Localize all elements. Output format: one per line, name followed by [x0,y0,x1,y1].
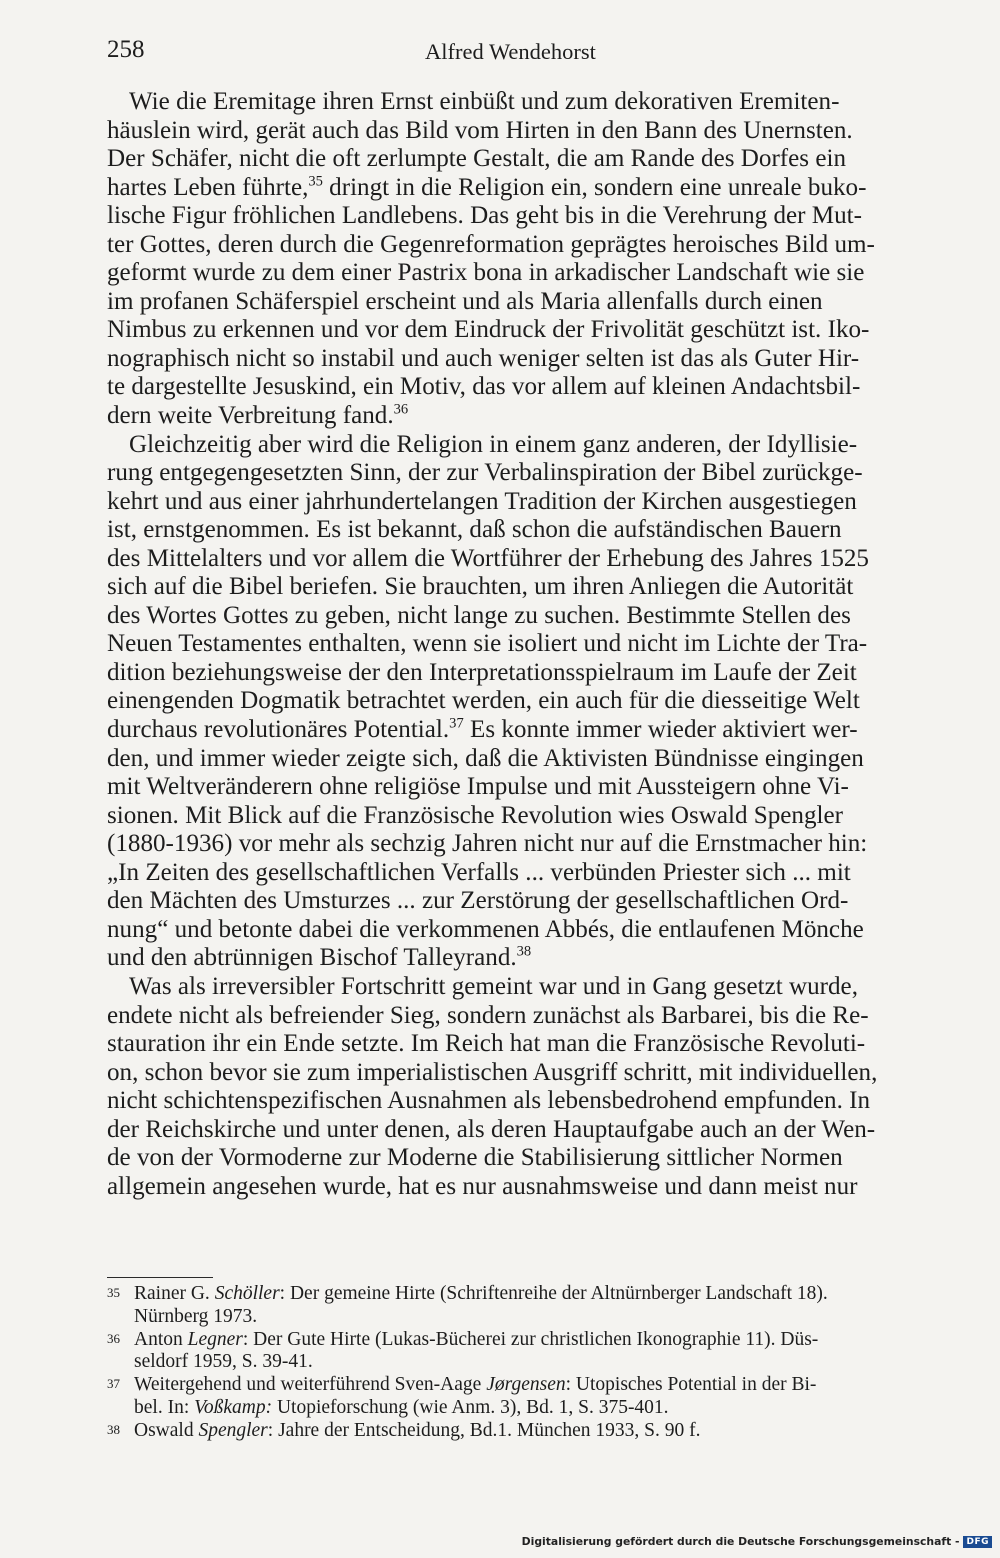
text-line: kehrt und aus einer jahrhundertelangen Tradition der Kirchen ausgestiegen [107,487,857,515]
text-line: sionen. Mit Blick auf die Französische Revolution wies Oswald Spengler [107,801,843,829]
text-run: und den abtrünnigen Bischof Talleyrand. [107,944,517,972]
text-line: on, schon bevor sie zum imperialistischen Ausgriff schritt, mit individuellen, [107,1058,878,1086]
text-line: des Wortes Gottes zu geben, nicht lange zu suchen. Bestimmte Stellen des [107,601,851,629]
footnote-reference: 37 [449,715,464,732]
text-line: Neuen Testamentes enthalten, wenn sie isoliert und nicht im Lichte der Tra- [107,630,868,658]
text-line: de von der Vormoderne zur Moderne die Stabilisierung sittlicher Normen [107,1144,843,1172]
text-line: allgemein angesehen wurde, hat es nur ausnahmsweise und dann meist nur [107,1172,858,1200]
text-line: geformt wurde zu dem einer Pastrix bona in arkadischer Landschaft wie sie [107,259,865,287]
footnote [107,1283,930,1329]
text-line: Der Schäfer, nicht die oft zerlumpte Gestalt, die am Rande des Dorfes ein [107,145,846,173]
footnote-text [134,1374,930,1420]
text-run: Anton [134,1328,188,1350]
footnote [107,1420,930,1443]
text-line: mit Weltveränderern ohne religiöse Impulse und mit Aussteigern ohne Vi- [107,773,849,801]
text-run: : Der gemeine Hirte (Schriftenreihe der Altnürnberger Landschaft 18). [279,1283,828,1304]
text-line: (1880-1936) vor mehr als sechzig Jahren nicht nur auf die Ernstmacher hin: [107,830,868,858]
text-line: ter Gottes, deren durch die Gegenreformation geprägtes heroisches Bild um- [107,230,875,258]
paragraph [107,431,930,973]
paragraph [107,88,930,431]
text-line: den Mächten des Umsturzes ... zur Zerstörung der gesellschaftlichen Ord- [107,887,849,915]
author-name: Jørgensen [486,1374,566,1396]
text-run: : Utopisches Potential in der Bi- [565,1374,817,1396]
dfg-logo: DFG [963,1536,992,1548]
text-run: Rainer G. [134,1283,215,1304]
footnote-text [134,1420,930,1443]
footnote-text [134,1329,930,1375]
text-line: Wie die Eremitage ihren Ernst einbüßt und zum dekorativen Eremiten- [129,88,840,115]
text-line: häuslein wird, gerät auch das Bild vom Hirten in den Bann des Unernsten. [107,116,853,144]
footnote-reference: 38 [516,944,532,961]
text-line: dition beziehungsweise der den Interpretationsspielraum im Laufe der Zeit [107,658,857,686]
footnote [107,1329,930,1375]
text-line: nicht schichtenspezifischen Ausnahmen als lebensbedrohend empfunden. In [107,1087,871,1115]
text-run: Es konnte immer wieder aktiviert wer- [463,716,858,744]
footnotes [107,1283,930,1443]
footnote-number: 38 [107,1421,120,1437]
text-line: den, und immer wieder zeigte sich, daß die Aktivisten Bündnisse eingingen [107,744,864,772]
text-line: lische Figur fröhlichen Landlebens. Das geht bis in die Verehrung der Mut- [107,202,862,230]
text-run: bel. In: [134,1396,195,1418]
text-run: Oswald [134,1419,199,1441]
digitization-notice [522,1535,992,1548]
author-name: Voßkamp: [194,1396,273,1418]
text-line: der Reichskirche und unter denen, als deren Hauptaufgabe auch an der Wen- [107,1115,876,1143]
text-line: einengenden Dogmatik betrachtet werden, ein auch für die diesseitige Welt [107,687,860,715]
author-name: Legner [187,1328,243,1350]
text-line: nung“ und betonte dabei die verkommenen Abbés, die entlaufenen Mönche [107,915,864,943]
footnote-reference: 35 [308,173,323,190]
footnote-number: 37 [107,1376,120,1392]
text-line: sich auf die Bibel beriefen. Sie brauchten, um ihren Anliegen die Autorität [107,573,854,601]
footnote-text [134,1283,930,1329]
text-line: Nimbus zu erkennen und vor dem Eindruck der Frivolität geschützt ist. Iko- [107,316,870,344]
footnote-number: 36 [107,1330,120,1346]
author-name: Schöller [214,1283,280,1304]
footnote [107,1374,930,1420]
digitization-notice-text: Digitalisierung gefördert durch die Deutsche Forschungsgemeinschaft - [521,1535,960,1548]
footnote-number: 35 [107,1285,120,1300]
text-line: endete nicht als befreiender Sieg, sondern zunächst als Barbarei, bis die Re- [107,1001,869,1029]
text-line: te dargestellte Jesuskind, ein Motiv, das vor allem auf kleinen Andachtsbil- [107,373,861,401]
text-run: Weitergehend und weiterführend Sven-Aage [134,1374,487,1396]
footnote-rule [107,1277,213,1278]
page-number: 258 [107,36,145,63]
author-name: Spengler [198,1419,268,1441]
text-run: dern weite Verbreitung fand. [107,402,394,430]
text-run: : Der Gute Hirte (Lukas-Bücherei zur christlichen Ikonographie 11). Düs- [242,1328,819,1350]
text-line: Nürnberg 1973. [134,1305,258,1327]
text-run: dringt in die Religion ein, sondern eine unreale buko- [322,173,867,201]
text-line: im profanen Schäferspiel erscheint und als Maria allenfalls durch einen [107,287,823,315]
text-line: rung entgegengesetzten Sinn, der zur Verbalinspiration der Bibel zurückge- [107,459,863,487]
text-line: seldorf 1959, S. 39-41. [134,1351,313,1373]
paragraph [107,973,930,1201]
text-run: : Jahre der Entscheidung, Bd.1. München 1933, S. 90 f. [267,1419,701,1441]
text-line: „In Zeiten des gesellschaftlichen Verfalls ... verbünden Priester sich ... mit [107,858,851,886]
running-head: Alfred Wendehorst [425,39,596,64]
footnote-reference: 36 [393,401,409,418]
body-text [107,88,930,1201]
text-run: durchaus revolutionäres Potential. [107,716,450,744]
text-line: ist, ernstgenommen. Es ist bekannt, daß schon die aufständischen Bauern [107,516,842,544]
text-line: Was als irreversibler Fortschritt gemeint war und in Gang gesetzt wurde, [129,972,858,1000]
text-run: Utopieforschung (wie Anm. 3), Bd. 1, S. 375-401. [272,1396,669,1418]
text-line: Gleichzeitig aber wird die Religion in einem ganz anderen, der Idyllisie- [129,430,858,458]
text-line: nographisch nicht so instabil und auch weniger selten ist das als Guter Hir- [107,344,860,372]
text-run: hartes Leben führte, [107,173,309,201]
text-line: des Mittelalters und vor allem die Wortführer der Erhebung des Jahres 1525 [107,544,869,572]
text-line: stauration ihr ein Ende setzte. Im Reich hat man die Französische Revoluti- [107,1030,866,1058]
